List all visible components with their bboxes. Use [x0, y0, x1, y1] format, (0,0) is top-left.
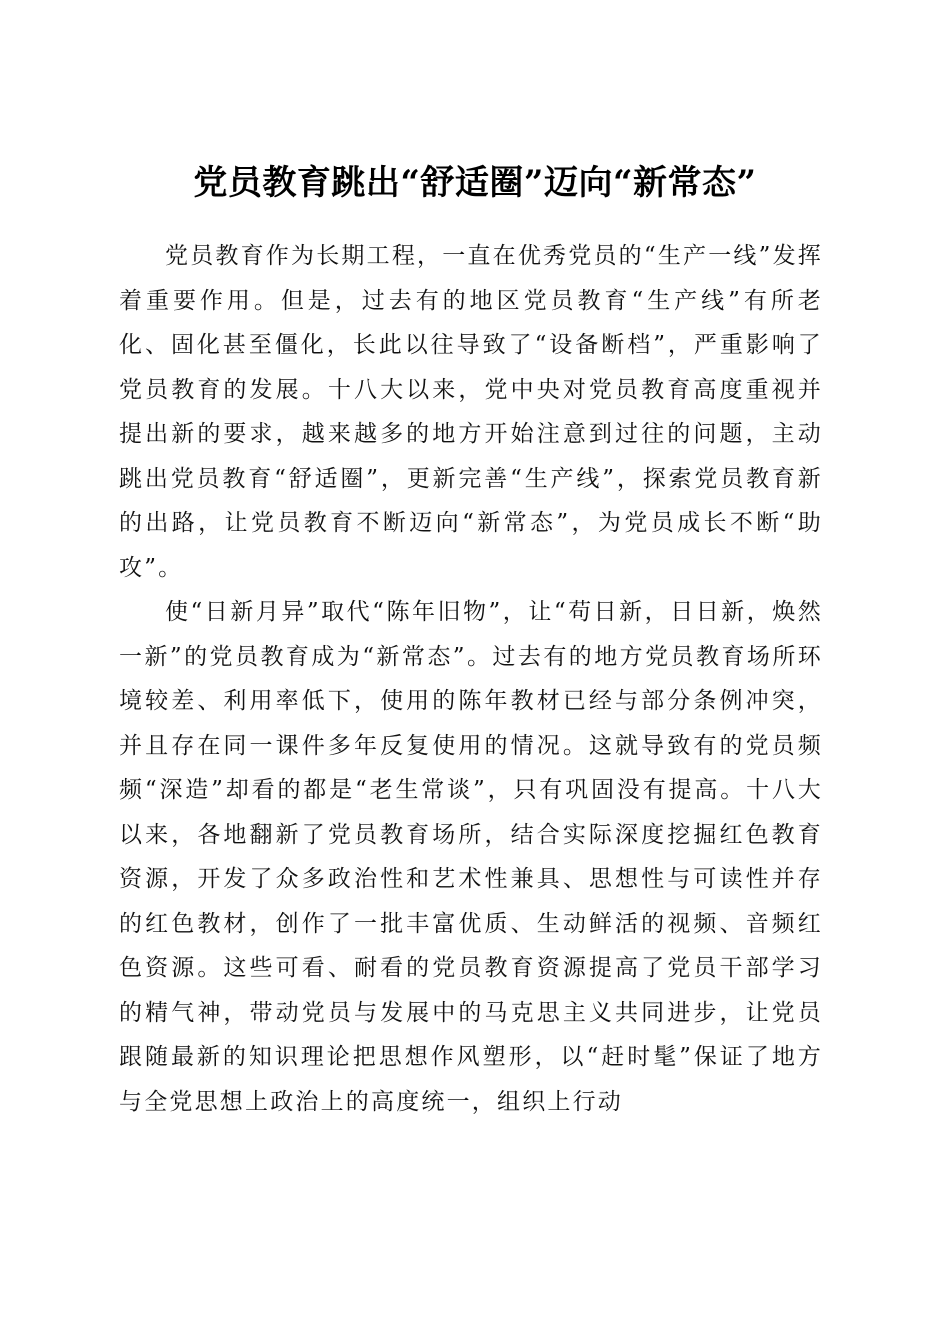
paragraph-2: 使“日新月异”取代“陈年旧物”，让“苟日新，日日新，焕然一新”的党员教育成为“新常态”。过去有的地方党员教育场所环境较差、利用率低下，使用的陈年教材已经与部分条例冲突，并且存在同一课件多年反复使用的情况。这就导致有的党员频频“深造”却看的都是“老生常谈”，只有巩固没有提高。十八大以来，各地翻新了党员教育场所，结合实际深度挖掘红色教育资源，开发了众多政治性和艺术性兼具、思想性与可读性并存的红色教材，创作了一批丰富优质、生动鲜活的视频、音频红色资源。这些可看、耐看的党员教育资源提高了党员干部学习的精气神，带动党员与发展中的马克思主义共同进步，让党员跟随最新的知识理论把思想作风塑形，以“赶时髦”保证了地方与全党思想上政治上的高度统一，组织上行动 [119, 599, 823, 1115]
document-title: 党员教育跳出“舒适圈”迈向“新常态” [193, 162, 757, 203]
document-body [119, 234, 823, 1124]
paragraph-1: 党员教育作为长期工程，一直在优秀党员的“生产一线”发挥着重要作用。但是，过去有的地区党员教育“生产线”有所老化、固化甚至僵化，长此以往导致了“设备断档”，严重影响了党员教育的发展。十八大以来，党中央对党员教育高度重视并提出新的要求，越来越多的地方开始注意到过往的问题，主动跳出党员教育“舒适圈”，更新完善“生产线”，探索党员教育新的出路，让党员教育不断迈向“新常态”，为党员成长不断“助攻”。 [119, 243, 823, 581]
